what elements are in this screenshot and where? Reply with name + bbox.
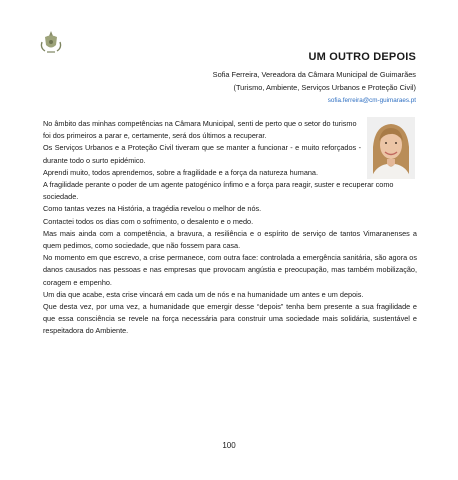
article-body <box>43 118 417 338</box>
author-line: Sofia Ferreira, Vereadora da Câmara Municipal de Guimarães <box>212 70 416 79</box>
paragraph: Contactei todos os dias com o sofrimento, o desalento e o medo. <box>43 216 254 226</box>
paragraph: No âmbito das minhas competências na Câmara Municipal, senti de perto que o setor do turismo foi dos primeiros a parar e, certamente, será dos últimos a recuperar. <box>43 119 357 141</box>
paragraph: Um dia que acabe, esta crise vincará em cada um de nós e na humanidade um antes e um depois. <box>43 289 364 299</box>
page-number: 100 <box>222 441 236 450</box>
article-title: UM OUTRO DEPOIS <box>308 51 416 63</box>
paragraph: Que desta vez, por uma vez, a humanidade que emergir desse “depois” tenha bem presente a sua fragilidade e que essa consciência se revele na força necessária para construir uma sociedade mais solidária, sustentável e respeitadora do Ambiente. <box>43 302 417 336</box>
paragraph: Mas mais ainda com a competência, a bravura, a resiliência e o espírito de serviço de tantos Vimaranenses a quem pedimos, como sociedade, que não fossem para casa. <box>43 228 417 251</box>
author-roles: (Turismo, Ambiente, Serviços Urbanos e Proteção Civil) <box>233 82 416 92</box>
paragraph: Os Serviços Urbanos e a Proteção Civil tiveram que se manter a funcionar - e muito reforçados - durante todo o surto epidémico. <box>43 143 361 165</box>
paragraph: No momento em que escrevo, a crise permanece, com outra face: controlada a emergência sanitária, são agora os danos causados nas pessoas e nas empresas que provocam angústia e preocupação, mas também mobilização, coragem e empenho. <box>43 253 417 287</box>
paragraph: A fragilidade perante o poder de um agente patogénico ínfimo e a força para reagir, suster e recuperar como sociedade. <box>43 180 394 202</box>
paragraph: Aprendi muito, todos aprendemos, sobre a fragilidade e a força da natureza humana. <box>43 167 319 177</box>
article-header <box>213 51 416 107</box>
author-email-link[interactable]: sofia.ferreira@cm-guimaraes.pt <box>327 97 416 104</box>
paragraph: Como tantas vezes na História, a tragédia revelou o melhor de nós. <box>43 204 262 214</box>
crest-logo-icon <box>36 28 66 54</box>
